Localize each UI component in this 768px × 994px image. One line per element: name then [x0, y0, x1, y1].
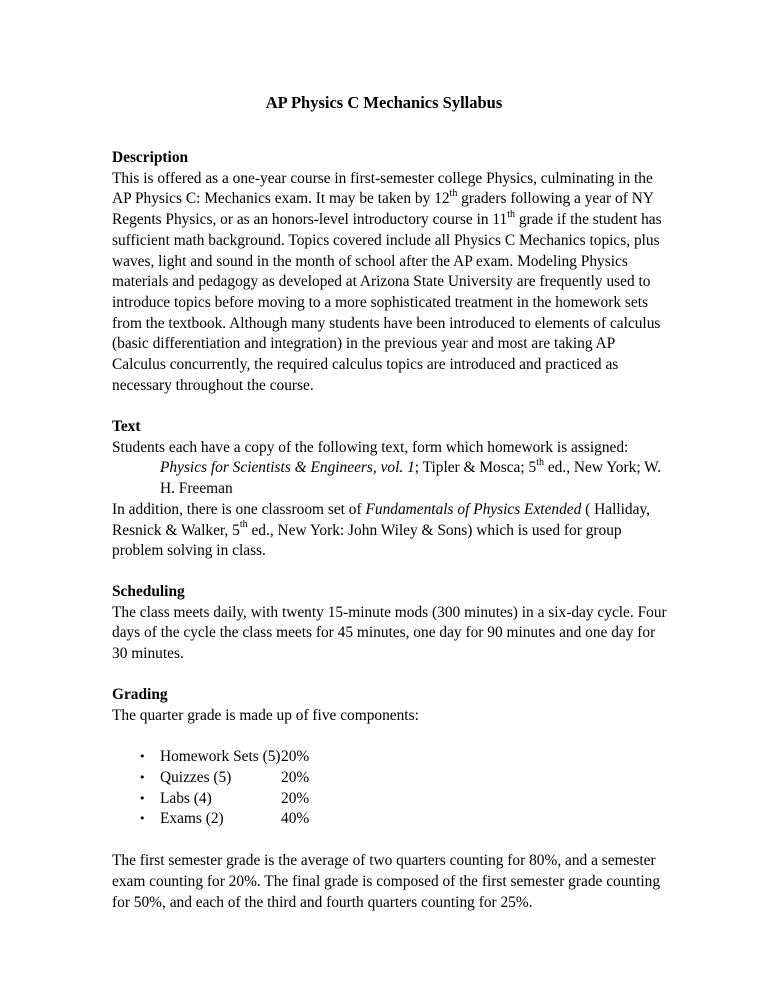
bullet-icon: •	[139, 750, 146, 764]
textbook-title: Physics for Scientists & Engineers, vol. 1	[160, 459, 415, 477]
text-intro: Students each have a copy of the following text, form which homework is assigned:	[112, 438, 629, 456]
component-percent: 20%	[281, 769, 310, 787]
component-name: Quizzes (5)	[160, 769, 232, 787]
grading-heading: Grading	[112, 686, 168, 703]
list-item	[112, 768, 672, 789]
grading-section	[112, 685, 672, 913]
text-section	[112, 417, 672, 562]
bullet-icon: •	[139, 791, 146, 805]
list-item	[112, 789, 672, 810]
grading-summary: The first semester grade is the average of two quarters counting for 80%, and a semester exam counting for 20%. The final grade is composed of the first semester grade counting for 50%, and each of the third and fourth quarters counting for 25%.	[112, 852, 661, 911]
bullet-icon: •	[139, 771, 146, 785]
description-text-1: This is offered as a one-year course in first-semester college Physics, culminating in the AP Physics C: Mechanics exam. It may be taken by 12	[112, 169, 653, 208]
component-name: Exams (2)	[160, 810, 224, 828]
additional-book-authors: ( Halliday, Resnick & Walker, 5	[112, 500, 650, 539]
textbook-citation	[112, 458, 672, 499]
component-name: Labs (4)	[160, 789, 212, 807]
component-percent: 40%	[281, 810, 310, 828]
textbook-details: ; Tipler & Mosca; 5	[414, 459, 537, 477]
grading-intro: The quarter grade is made up of five components:	[112, 706, 419, 724]
list-item	[112, 747, 672, 768]
ordinal-suffix: th	[449, 188, 458, 200]
ordinal-suffix: th	[239, 519, 248, 531]
component-percent: 20%	[281, 748, 310, 766]
description-text-2: graders following a year of NY Regents Physics, or as an honors-level introductory course in 11	[112, 190, 654, 229]
additional-book-details: ed., New York: John Wiley & Sons) which is used for group problem solving in class.	[112, 521, 622, 560]
description-heading: Description	[112, 149, 189, 166]
additional-text	[112, 500, 672, 562]
ordinal-suffix: th	[507, 208, 516, 220]
additional-text-intro: In addition, there is one classroom set of	[112, 500, 366, 518]
component-percent: 20%	[281, 789, 310, 807]
scheduling-section	[112, 582, 672, 665]
additional-book-title: Fundamentals of Physics Extended	[365, 500, 582, 518]
description-section	[112, 148, 672, 396]
grade-components-list	[112, 747, 672, 830]
bullet-icon: •	[139, 812, 146, 826]
textbook-publisher: ed., New York; W. H. Freeman	[160, 459, 662, 498]
scheduling-body: The class meets daily, with twenty 15-minute mods (300 minutes) in a six-day cycle. Four days of the cycle the class meets for 45 minutes, one day for 90 minutes and one day for 30 minutes.	[112, 603, 667, 663]
description-body	[112, 169, 672, 397]
list-item	[112, 809, 672, 830]
description-text-3: grade if the student has sufficient math background. Topics covered include all Physics C Mechanics topics, plus waves, light and sound in the month of school after the AP exam. Modeling Physics materials and pedagogy as developed at Arizona State University are frequently used to introduce topics before moving to a more sophisticated treatment in the homework sets from the textbook. Although many students have been introduced to elements of calculus (basic differentiation and integration) in the previous year and most are taking AP Calculus concurrently, the required calculus topics are introduced and practiced as necessary throughout the course.	[112, 211, 662, 394]
component-name: Homework Sets (5)	[160, 748, 281, 766]
scheduling-heading: Scheduling	[112, 583, 185, 600]
text-heading: Text	[112, 418, 141, 435]
ordinal-suffix: th	[536, 457, 544, 469]
document-title: AP Physics C Mechanics Syllabus	[265, 93, 503, 112]
